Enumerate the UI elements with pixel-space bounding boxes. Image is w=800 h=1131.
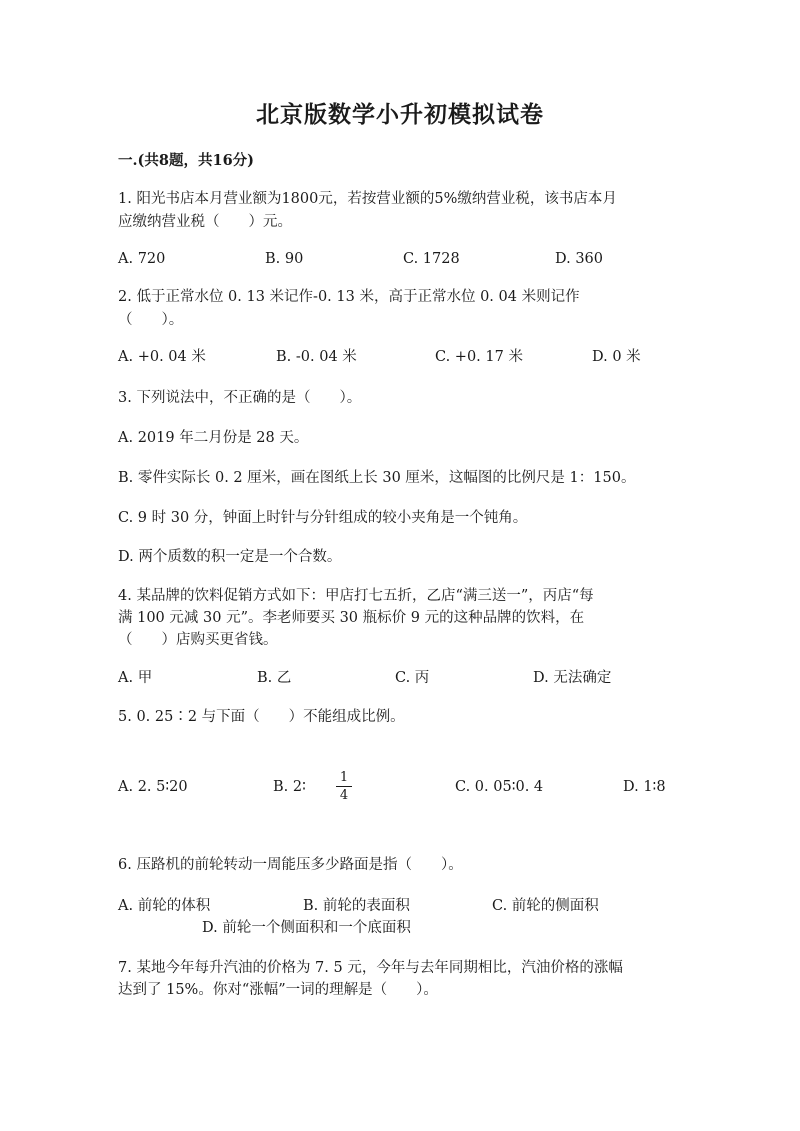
q3-option-a: A. 2019 年二月份是 28 天。 — [118, 430, 309, 446]
q5-option-a: A. 2. 5∶20 — [118, 779, 188, 795]
q5-option-b-fraction — [336, 770, 352, 803]
question-1-line-1: 1. 阳光书店本月营业额为1800元，若按营业额的5%缴纳营业税，该书店本月 — [118, 191, 617, 207]
q2-option-d: D. 0 米 — [592, 349, 641, 365]
q3-option-d: D. 两个质数的积一定是一个合数。 — [118, 549, 342, 565]
question-7-line-2: 达到了 15%。你对“涨幅”一词的理解是（ ）。 — [118, 982, 438, 998]
q5-option-d: D. 1∶8 — [623, 779, 666, 795]
question-1-line-2: 应缴纳营业税（ ）元。 — [118, 214, 292, 230]
question-4-line-2: 满 100 元减 30 元”。李老师要买 30 瓶标价 9 元的这种品牌的饮料，在 — [118, 610, 585, 626]
q1-option-a: A. 720 — [118, 251, 166, 267]
section-heading: 一.(共8题，共16分) — [118, 152, 255, 169]
q6-option-d: D. 前轮一个侧面积和一个底面积 — [202, 920, 411, 936]
q2-option-c: C. +0. 17 米 — [435, 349, 523, 365]
q4-option-d: D. 无法确定 — [533, 670, 612, 686]
q6-option-b: B. 前轮的表面积 — [303, 898, 410, 914]
q1-option-d: D. 360 — [555, 251, 604, 267]
question-7-line-1: 7. 某地今年每升汽油的价格为 7. 5 元，今年与去年同期相比，汽油价格的涨幅 — [118, 960, 623, 976]
q3-option-b: B. 零件实际长 0. 2 厘米，画在图纸上长 30 厘米，这幅图的比例尺是 1：150。 — [118, 470, 636, 486]
q2-option-b: B. -0. 04 米 — [276, 349, 357, 365]
fraction-numerator: 1 — [339, 770, 349, 785]
q3-option-c: C. 9 时 30 分，钟面上时针与分针组成的较小夹角是一个钝角。 — [118, 510, 528, 526]
q6-option-a: A. 前轮的体积 — [118, 898, 211, 914]
q4-option-a: A. 甲 — [118, 670, 153, 686]
question-2-line-1: 2. 低于正常水位 0. 13 米记作-0. 13 米，高于正常水位 0. 04 米则记作 — [118, 289, 580, 305]
q5-option-c: C. 0. 05∶0. 4 — [455, 779, 544, 795]
question-3-line-1: 3. 下列说法中，不正确的是（ ）。 — [118, 390, 362, 406]
question-2-line-2: （ ）。 — [118, 312, 184, 328]
fraction-denominator: 4 — [339, 788, 349, 803]
q6-option-c: C. 前轮的侧面积 — [492, 898, 599, 914]
q4-option-c: C. 丙 — [395, 670, 430, 686]
question-4-line-3: （ ）店购买更省钱。 — [118, 632, 278, 648]
question-4-line-1: 4. 某品牌的饮料促销方式如下：甲店打七五折，乙店“满三送一”，丙店“每 — [118, 588, 594, 604]
q1-option-b: B. 90 — [265, 251, 304, 267]
q4-option-b: B. 乙 — [257, 670, 292, 686]
fraction-bar — [336, 786, 352, 787]
q2-option-a: A. +0. 04 米 — [118, 349, 206, 365]
q1-option-c: C. 1728 — [403, 251, 460, 267]
question-6-line-1: 6. 压路机的前轮转动一周能压多少路面是指（ ）。 — [118, 857, 463, 873]
q5-option-b: B. 2∶ — [273, 779, 306, 795]
page-title: 北京版数学小升初模拟试卷 — [256, 101, 544, 128]
question-5-line-1: 5. 0. 25∶2 与下面（ ）不能组成比例。 — [118, 709, 405, 725]
